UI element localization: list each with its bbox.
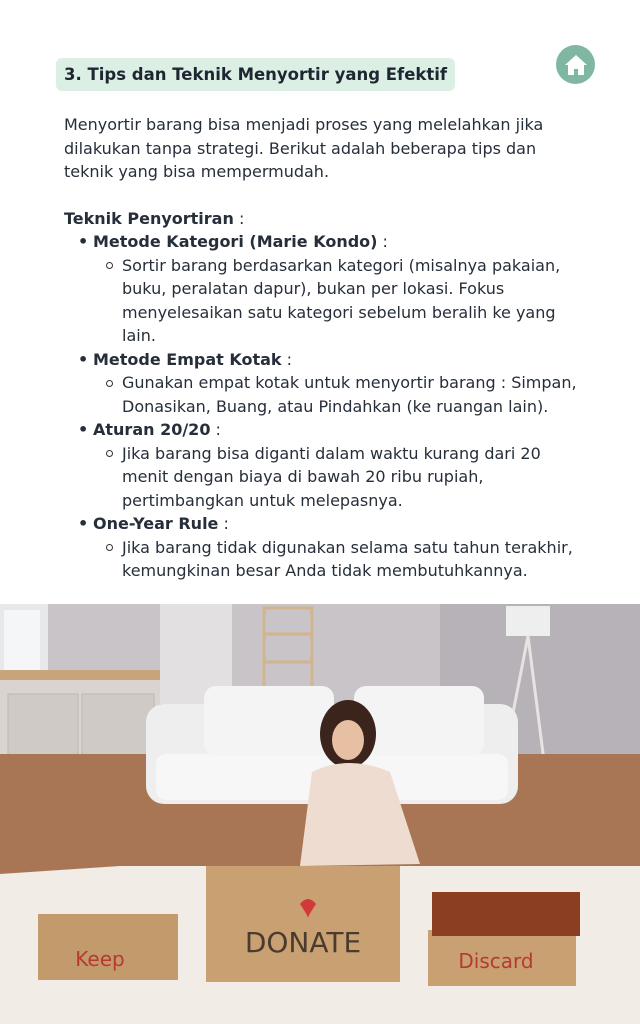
- method-item: • Metode Empat Kotak : Gunakan empat kotak untuk menyortir barang : Simpan, Donasikan, Buang, atau Pindahkan (ke ruangan lain).: [64, 348, 584, 419]
- home-button[interactable]: [556, 45, 595, 84]
- discard-box-label: Discard: [458, 949, 534, 973]
- home-icon: [564, 54, 588, 76]
- intro-paragraph: Menyortir barang bisa menjadi proses yang melelahkan jika dilakukan tanpa strategi. Berikut adalah beberapa tips dan teknik yang bisa mempermudah.: [64, 115, 544, 181]
- content-body: [64, 113, 584, 583]
- method-detail: Jika barang bisa diganti dalam waktu kurang dari 20 menit dengan biaya di bawah 20 ribu rupiah, pertimbangkan untuk melepasnya.: [93, 442, 584, 513]
- method-item: • Metode Kategori (Marie Kondo) : Sortir barang berdasarkan kategori (misalnya pakaian, buku, peralatan dapur), bukan per lokasi. Fokus menyelesaikan satu kategori sebelum beralih ke yang lain.: [64, 230, 584, 348]
- donate-box-label: DONATE: [244, 926, 362, 959]
- teknik-label: Teknik Penyortiran :: [64, 208, 245, 228]
- method-item: • Aturan 20/20 : Jika barang bisa diganti dalam waktu kurang dari 20 menit dengan biaya di bawah 20 ribu rupiah, pertimbangkan untuk melepasnya.: [64, 418, 584, 512]
- method-detail: Sortir barang berdasarkan kategori (misalnya pakaian, buku, peralatan dapur), bukan per lokasi. Fokus menyelesaikan satu kategori sebelum beralih ke yang lain.: [93, 254, 584, 348]
- method-detail: Jika barang tidak digunakan selama satu tahun terakhir, kemungkinan besar Anda tidak membutuhkannya.: [93, 536, 584, 583]
- method-list: [64, 230, 584, 583]
- keep-box-label: Keep: [75, 947, 125, 971]
- method-detail: Gunakan empat kotak untuk menyortir barang : Simpan, Donasikan, Buang, atau Pindahkan (ke ruangan lain).: [93, 371, 584, 418]
- section-heading: 3. Tips dan Teknik Menyortir yang Efektif: [56, 58, 455, 91]
- method-item: • One-Year Rule : Jika barang tidak digunakan selama satu tahun terakhir, kemungkinan besar Anda tidak membutuhkannya.: [64, 512, 584, 583]
- decluttering-photo: [0, 604, 640, 1024]
